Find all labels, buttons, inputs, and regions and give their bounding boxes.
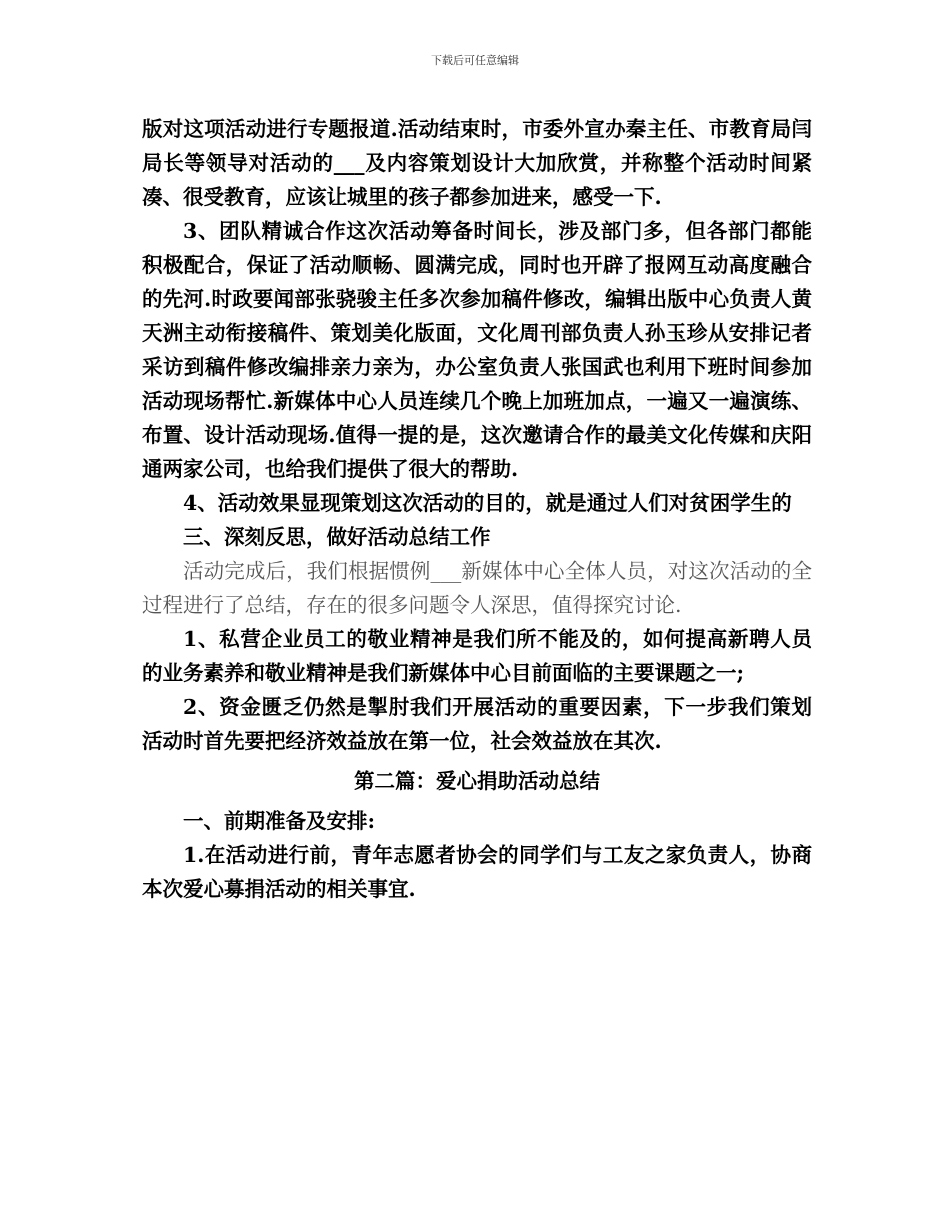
paragraph-point-one: 1、私营企业员工的敬业精神是我们所不能及的，如何提高新聘人员的业务素养和敬业精神是我们新媒体中心目前面临的主要课题之一; — [142, 627, 812, 685]
paragraph-activity-effect: 4、活动效果显现策划这次活动的目的，就是通过人们对贫困学生的 — [183, 491, 792, 515]
document-body — [142, 112, 812, 906]
chapter-title-two: 第二篇：爱心捐助活动总结 — [354, 769, 600, 793]
paragraph-report-summary: 版对这项活动进行专题报道.活动结束时，市委外宣办秦主任、市教育局闫局长等领导对活动的___及内容策划设计大加欣赏，并称整个活动时间紧凑、很受教育，应该让城里的孩子都参加进来，感受一下. — [142, 117, 812, 209]
paragraph-team-cooperation: 3、团队精诚合作这次活动筹备时间长，涉及部门多，但各部门都能积极配合，保证了活动顺畅、圆满完成，同时也开辟了报网互动高度融合的先河.时政要闻部张骁骏主任多次参加稿件修改，编辑出版中心负责人黄天洲主动衔接稿件、策划美化版面，文化周刊部负责人孙玉珍从安排记者采访到稿件修改编排亲力亲为，办公室负责人张国武也利用下班时间参加活动现场帮忙.新媒体中心人员连续几个晚上加班加点，一遍又一遍演练、布置、设计活动现场.值得一提的是，这次邀请合作的最美文化传媒和庆阳通两家公司，也给我们提供了很大的帮助. — [142, 219, 812, 481]
paragraph-preparation-one: 1.在活动进行前，青年志愿者协会的同学们与工友之家负责人，协商本次爱心募捐活动的相关事宜. — [142, 843, 812, 901]
section-heading-reflection: 三、深刻反思，做好活动总结工作 — [183, 525, 491, 549]
page-header-note: 下载后可任意编辑 — [431, 54, 519, 67]
paragraph-reflection-intro: 活动完成后，我们根据惯例___新媒体中心全体人员，对这次活动的全过程进行了总结，存在的很多问题令人深思，值得探究讨论. — [142, 559, 812, 617]
paragraph-point-two: 2、资金匮乏仍然是掣肘我们开展活动的重要因素，下一步我们策划活动时首先要把经济效益放在第一位，社会效益放在其次. — [142, 695, 812, 753]
section-heading-preparation: 一、前期准备及安排: — [183, 809, 376, 833]
